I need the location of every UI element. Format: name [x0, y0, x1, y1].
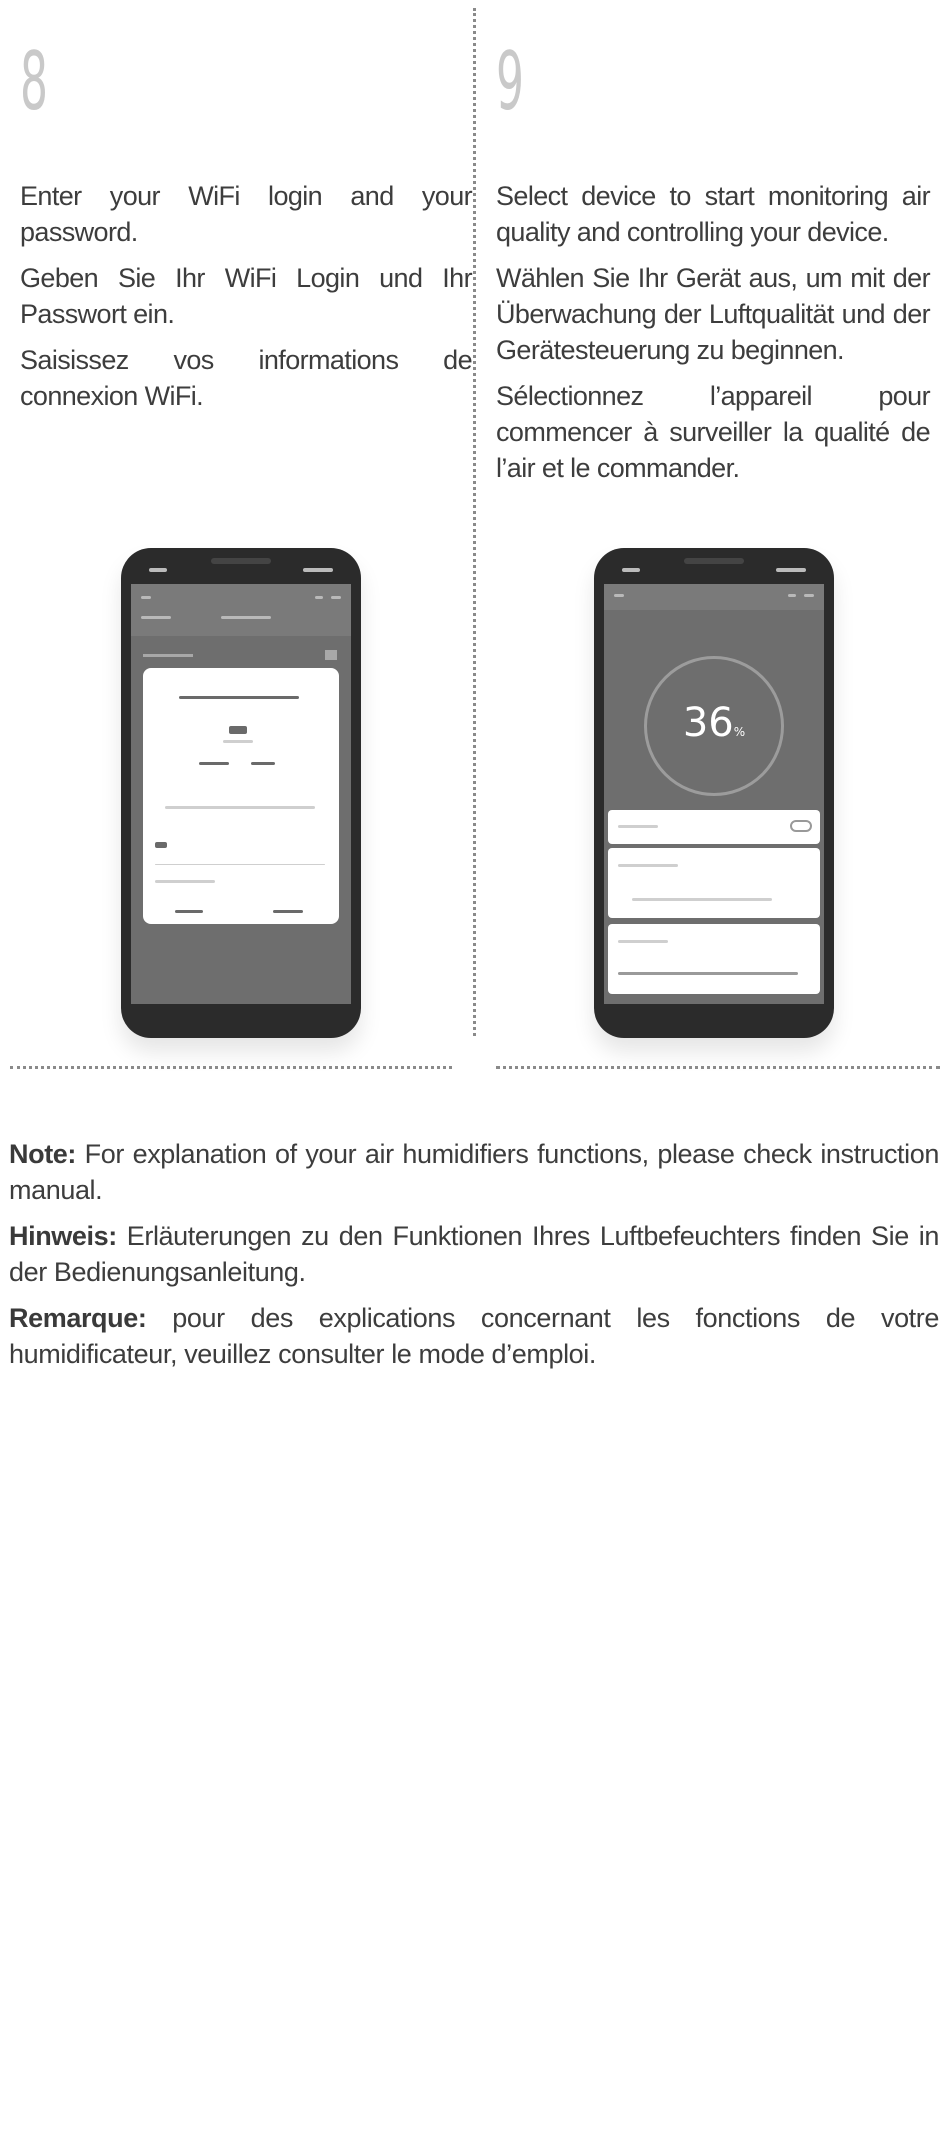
- humidity-gauge: [644, 656, 784, 796]
- power-card: [608, 810, 820, 844]
- step-8-number: 8: [20, 35, 48, 128]
- phone-screen: [604, 584, 824, 1004]
- note-en: [9, 1136, 939, 1208]
- step-9-number: 9: [496, 35, 524, 128]
- step-8-text: [20, 178, 472, 424]
- note-fr-text: pour des explications concernant les fonctions de votre humidificateur, veuillez consulter le mode d’emploi.: [9, 1303, 939, 1369]
- phone-notch: [684, 558, 744, 564]
- notes-section: [9, 1136, 939, 1382]
- phone-notch: [211, 558, 271, 564]
- phone-wifi-password-screenshot: [121, 548, 361, 1038]
- phone-screen: [131, 584, 351, 1004]
- timer-card: [608, 924, 820, 994]
- status-time: [622, 568, 640, 572]
- note-de-text: Erläuterungen zu den Funktionen Ihres Luftbefeuchters finden Sie in der Bedienungsanleitung.: [9, 1221, 939, 1287]
- step-9-text-en: Select device to start monitoring air quality and controlling your device.: [496, 181, 930, 247]
- step-9-text: [496, 178, 930, 496]
- humidity-value: 36%: [682, 700, 746, 746]
- note-de: [9, 1218, 939, 1290]
- step-8-text-de: Geben Sie Ihr WiFi Login und Ihr Passwort ein.: [20, 263, 472, 329]
- phone-device-monitor-screenshot: [594, 548, 834, 1038]
- horizontal-divider-left: [10, 1066, 452, 1069]
- step-8-text-en: Enter your WiFi login and your password.: [20, 181, 472, 247]
- app-header: [131, 584, 351, 636]
- note-de-label: Hinweis:: [9, 1221, 117, 1251]
- status-icons: [303, 568, 333, 572]
- wifi-password-dialog: [143, 668, 339, 924]
- toggle-icon: [790, 820, 812, 832]
- status-icons: [776, 568, 806, 572]
- step-8-text-fr: Saisissez vos informations de connexion WiFi.: [20, 345, 472, 411]
- note-en-text: For explanation of your air humidifiers functions, please check instruction manual.: [9, 1139, 939, 1205]
- note-en-label: Note:: [9, 1139, 76, 1169]
- app-header: [604, 584, 824, 610]
- note-fr-label: Remarque:: [9, 1303, 147, 1333]
- status-time: [149, 568, 167, 572]
- step-9-text-de: Wählen Sie Ihr Gerät aus, um mit der Überwachung der Luftqualität und der Gerätesteuerung zu beginnen.: [496, 263, 930, 365]
- horizontal-divider-right: [496, 1066, 940, 1069]
- note-fr: [9, 1300, 939, 1372]
- humidity-setting-card: [608, 848, 820, 918]
- step-9-text-fr: Sélectionnez l’appareil pour commencer à surveiller la qualité de l’air et le commander.: [496, 381, 930, 483]
- vertical-divider: [473, 8, 476, 1036]
